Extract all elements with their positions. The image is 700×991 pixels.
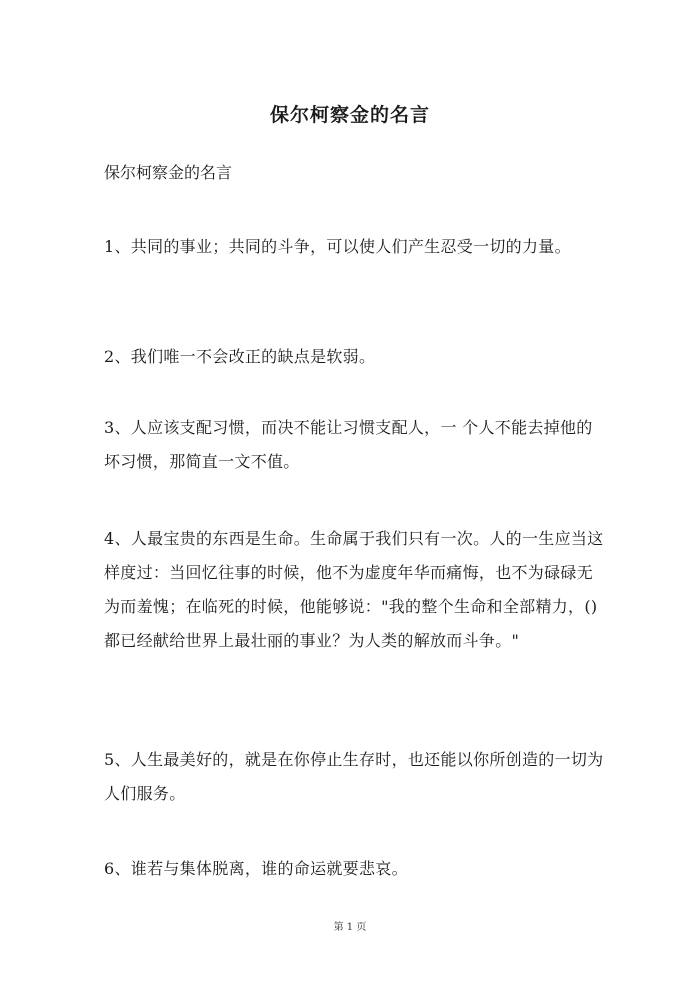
quote-4: 4、人最宝贵的东西是生命。生命属于我们只有一次。人的一生应当这样度过：当回忆往事的时候，他不为虚度年华而痛悔，也不为碌碌无为而羞愧；在临死的时候，他能够说："我的整个生命和全部精力，()都已经献给世界上最壮丽的事业？为人类的解放而斗争。" <box>104 529 604 650</box>
document-title: 保尔柯察金的名言 <box>269 104 430 126</box>
quote-2: 2、我们唯一不会改正的缺点是软弱。 <box>104 347 376 366</box>
quote-3: 3、人应该支配习惯，而决不能让习惯支配人，一 个人不能去掉他的坏习惯，那简直一文不值。 <box>104 418 593 471</box>
quote-5: 5、人生最美好的，就是在你停止生存时，也还能以你所创造的一切为人们服务。 <box>104 750 604 803</box>
quote-6: 6、谁若与集体脱离，谁的命运就要悲哀。 <box>104 859 408 878</box>
page-number: 第 1 页 <box>333 922 367 933</box>
document-subtitle: 保尔柯察金的名言 <box>104 163 233 182</box>
quote-1: 1、共同的事业；共同的斗争，可以使人们产生忍受一切的力量。 <box>104 237 571 256</box>
